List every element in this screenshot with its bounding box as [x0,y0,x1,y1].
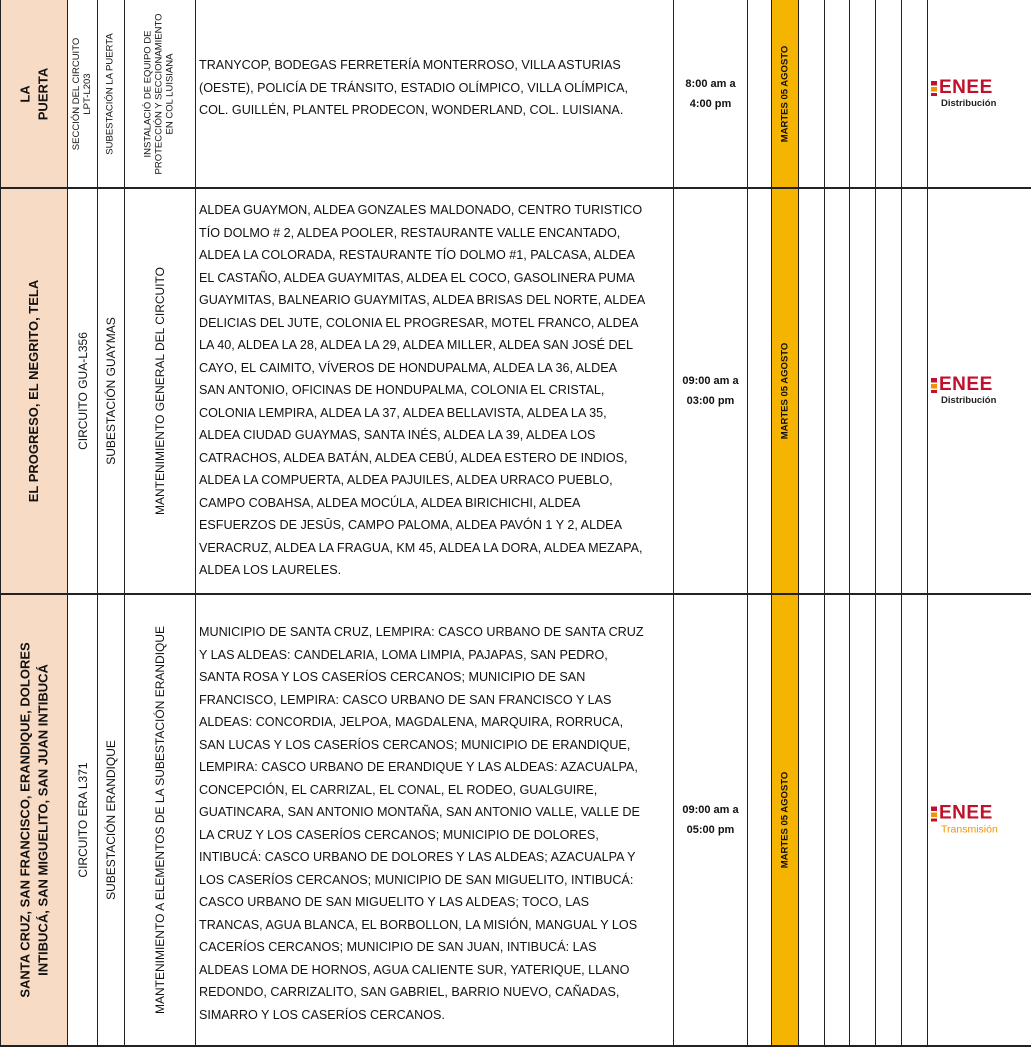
sector-line: LEMPIRA: CASCO URBANO DE ERANDIQUE Y LAS ALDEAS: AZACUALPA, [199,760,638,774]
date-label: MARTES 05 AGOSTO [779,771,791,869]
sector-line: VERACRUZ, ALDEA LA FRAGUA, KM 45, ALDEA LA DORA, ALDEA MEZAPA, [199,540,643,555]
outage-row-la-puerta [0,0,1031,188]
sector-line: TÍO DOLMO # 2, ALDEA POOLER, RESTAURANTE VALLE ENCANTADO, [199,225,621,240]
enee-logo [931,376,1028,406]
blank-cell [825,595,850,1045]
sector-line: SAN ANTONIO, OFICINAS DE HONDUPALMA, COLONIA EL CRISTAL, [199,383,605,397]
time-start: 09:00 am a [682,375,739,387]
municipality-name-line: SANTA CRUZ, SAN FRANCISCO, ERANDIQUE, DOLORES [17,642,33,998]
blank-cell [825,0,850,188]
sector-line: TRANYCOP, BODEGAS FERRETERÍA MONTERROSO, VILLA ASTURIAS [199,58,621,72]
circuit-cell [68,595,98,1045]
enee-logo-icon [931,81,937,96]
sector-line: ALDEAS: CONCORDIA, JELPOA, MAGDALENA, MARQUIRA, RORRUCA, [199,715,624,729]
blank-cell [902,595,928,1045]
work-cell [125,595,196,1045]
substation-cell [98,189,125,593]
sector-line: CONCEPCIÓN, EL CARRIZAL, EL CONAL, EL RODEO, GUALGUIRE, [199,782,598,797]
sector-line: LA 40, ALDEA LA 28, ALDEA LA 29, ALDEA MILLER, ALDEA SAN JOSÉ DEL [199,338,634,352]
sector-line: EL CASTAÑO, ALDEA GUAYMITAS, ALDEA EL COCO, GASOLINERA PUMA [199,270,635,285]
municipality-name: LA PUERTA [17,67,50,121]
sector-line: LOS CASERÍOS CERCANOS; MUNICIPIO DE SAN MIGUELITO, INTIBUCÁ: [199,872,634,887]
blank-cell [799,0,825,188]
logo-subtitle: Distribución [941,395,997,406]
sector-line: ALDEAS LOMA DE HORNOS, AGUA CALIENTE SUR, YATERIQUE, LLANO [199,962,630,977]
municipality-cell [0,0,68,188]
time-end: 4:00 pm [689,98,732,110]
municipality-cell [0,595,68,1045]
work-cell [125,0,196,188]
sector-line: COL. GUILLÉN, PLANTEL PRODECON, WONDERLAND, COL. LUISIANA. [199,103,624,117]
sector-line: CAMPO COBAHSA, ALDEA MOCÚLA, ALDEA BIRICHICHI, ALDEA [199,495,581,510]
circuit-cell [68,0,98,188]
sector-line: SAN LUCAS Y LOS CASERÍOS CERCANOS; MUNICIPIO DE ERANDIQUE, [199,737,631,752]
time-end: 03:00 pm [686,395,735,407]
sector-line: TRANCAS, AGUA BLANCA, EL BORBOLLON, LA MISIÓN, MANGUAL Y LOS [199,917,638,932]
sector-line: ALDEA LA COMPUERTA, ALDEA PAJUILES, ALDEA URRACO PUEBLO, [199,473,613,487]
blank-cell [850,0,876,188]
time-cell [674,595,748,1045]
date-label: MARTES 05 AGOSTO [779,45,791,143]
sector-line: GUAYMITAS, BALNEARIO GUAYMITAS, ALDEA BRISAS DEL NORTE, ALDEA [199,293,646,307]
sector-line: MUNICIPIO DE SANTA CRUZ, LEMPIRA: CASCO URBANO DE SANTA CRUZ [199,625,644,639]
blank-cell [850,595,876,1045]
substation-name: SUBESTACIÓN LA PUERTA [104,33,116,155]
enee-logo-icon [931,378,937,393]
sector-line: CATRACHOS, ALDEA BATÁN, ALDEA CEBÚ, ALDEA ESTERO DE INDIOS, [199,450,628,465]
sector-line: Y LAS ALDEAS: CANDELARIA, LOMA LIMPIA, PAJAPAS, SAN PEDRO, [199,647,608,662]
outage-row-santa-cruz [0,595,1031,1045]
sector-line: DELICIAS DEL JUTE, COLONIA EL PROGRESAR, MOTEL FRANCO, ALDEA [199,315,639,330]
time-start: 8:00 am a [685,78,736,90]
date-cell [772,189,799,593]
municipality-cell [0,189,68,593]
sector-line: SIMARRO Y LOS CASERÍOS CERCANOS. [199,1007,445,1022]
sector-line: COLONIA LEMPIRA, ALDEA LA 37, ALDEA BELLAVISTA, ALDEA LA 35, [199,405,607,420]
enee-logo-icon [931,806,937,821]
logo-text: ENEE [939,77,993,98]
sector-line: FRANCISCO, LEMPIRA: CASCO URBANO DE SAN FRANCISCO Y LAS [199,692,612,707]
logo-text: ENEE [939,802,993,824]
work-cell [125,189,196,593]
date-cell [772,0,799,188]
sector-line: ALDEA LA COLORADA, RESTAURANTE TÍO DOLMO #1, PALCASA, ALDEA [199,248,636,262]
blank-cell [876,189,902,593]
substation-cell [98,595,125,1045]
sector-line: ALDEA LOS LAURELES. [199,563,342,577]
blank-cell [799,189,825,593]
substation-name: SUBESTACIÓN ERANDIQUE [104,740,118,900]
outage-row-el-progreso [0,189,1031,593]
sector-line: CAYO, EL CAIMITO, VÍVEROS DE HONDUPALMA, ALDEA LA 36, ALDEA [199,360,618,375]
row-divider [0,1045,1031,1047]
sector-line: CASCO URBANO DE SAN MIGUELITO Y LAS ALDEAS; TOCO, LAS [199,895,590,909]
blank-cell [876,0,902,188]
logo-cell [928,189,1031,593]
time-end: 05:00 pm [686,824,735,836]
logo-cell [928,595,1031,1045]
work-description: INSTALACIÓ DE EQUIPO DE PROTECCIÓN Y SECCIONAMIENTO EN COL LUISIANA [142,13,176,175]
work-description: MANTENIMIENTO A ELEMENTOS DE LA SUBESTACIÓN ERANDIQUE [153,625,167,1015]
blank-cell [876,595,902,1045]
logo-cell [928,0,1031,188]
enee-logo [931,802,1028,836]
sector-line: CACERÍOS CERCANOS; MUNICIPIO DE SAN JUAN, INTIBUCÁ: LAS [199,940,597,954]
blank-cell [748,0,772,188]
blank-cell [850,189,876,593]
date-cell [772,595,799,1045]
enee-logo [931,79,1028,109]
sector-line: SANTA ROSA Y LOS CASERÍOS CERCANOS; MUNICIPIO DE SAN [199,670,586,684]
time-cell [674,0,748,188]
sector-line: ALDEA CIUDAD GUAYMAS, SANTA INÉS, ALDEA LA 39, ALDEA LOS [199,428,596,442]
blank-cell [825,189,850,593]
time-cell [674,189,748,593]
municipality-name-line: INTIBUCÁ, SAN MIGUELITO, SAN JUAN INTIBUCÁ [35,664,50,976]
sector-line: REDONDO, CARRIZALITO, SAN GABRIEL, BARRIO NUEVO, CAÑADAS, [199,985,620,999]
sector-line: GUATINCARA, SAN ANTONIO MONTAÑA, SAN ANTONIO VALLE, VALLE DE [199,805,640,819]
municipality-name: EL PROGRESO, EL NEGRITO, TELA [26,279,42,503]
circuit-name: SECCIÓN DEL CIRCUITO LPT-L203 [70,37,93,151]
work-description: MANTENIMIENTO GENERAL DEL CIRCUITO [153,266,167,516]
logo-subtitle: Distribución [941,98,997,109]
sector-line: ESFUERZOS DE JESŪS, CAMPO PALOMA, ALDEA PAVÓN 1 Y 2, ALDEA [199,518,622,532]
sector-line: INTIBUCÁ: CASCO URBANO DE DOLORES Y LAS ALDEAS; AZACUALPA Y [199,850,636,864]
logo-subtitle: Transmisión [941,823,998,836]
time-start: 09:00 am a [682,804,739,816]
circuit-cell [68,189,98,593]
circuit-name: CIRCUITO ERA L371 [75,762,90,878]
sector-line: ALDEA GUAYMON, ALDEA GONZALES MALDONADO, CENTRO TURISTICO [199,203,643,217]
logo-text: ENEE [939,374,993,395]
sectors-cell [196,0,674,188]
substation-cell [98,0,125,188]
sector-line: LA CRUZ Y LOS CASERÍOS CERCANOS; MUNICIPIO DE DOLORES, [199,827,599,842]
blank-cell [799,595,825,1045]
blank-cell [902,0,928,188]
circuit-name: CIRCUITO GUA-L356 [75,332,90,450]
sector-line: (OESTE), POLICÍA DE TRÁNSITO, ESTADIO OLÍMPICO, VILLA OLÍMPICA, [199,80,628,95]
blank-cell [748,595,772,1045]
substation-name: SUBESTACIÓN GUAYMAS [104,317,118,465]
sectors-cell [196,595,674,1045]
blank-cell [902,189,928,593]
blank-cell [748,189,772,593]
sectors-cell [196,189,674,593]
date-label: MARTES 05 AGOSTO [779,342,791,440]
